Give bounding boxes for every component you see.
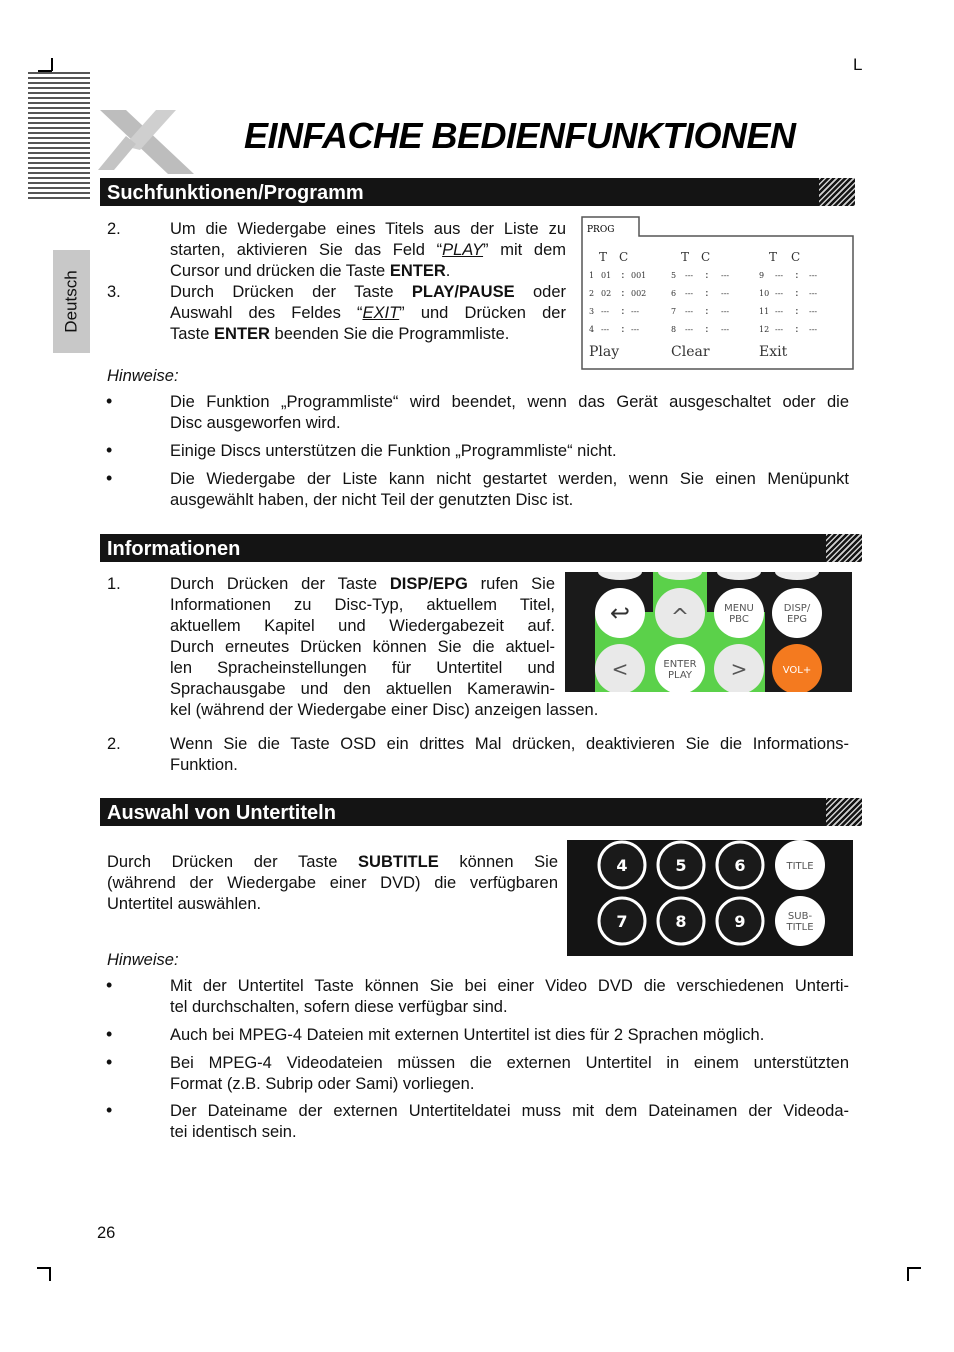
- prog-cell: ---: [601, 307, 610, 316]
- text-line: Disc ausgeworfen wird.: [170, 414, 341, 432]
- section-heading-info: [100, 534, 862, 562]
- prog-colon: :: [621, 304, 625, 317]
- prog-colon: :: [621, 286, 625, 299]
- key-7: 7: [616, 912, 628, 931]
- note-item: [170, 1053, 849, 1095]
- text-line: Wenn Sie die Taste OSD ein drittes Mal drücken, deaktivieren Sie die Informations-: [170, 735, 849, 753]
- section-heading-text: Suchfunktionen/Programm: [107, 182, 364, 204]
- prog-cell: ---: [809, 307, 818, 316]
- prog-colon: :: [621, 322, 625, 335]
- prog-cell: 6: [671, 289, 677, 298]
- text-line: Durch Drücken der Taste DISP/EPG rufen Sie: [170, 575, 555, 593]
- item-number: 1.: [107, 575, 121, 593]
- text-line: Durch Drücken der Taste PLAY/PAUSE oder: [170, 283, 566, 301]
- sub-title-key-line1: SUB-: [787, 911, 813, 922]
- key-8: 8: [675, 912, 687, 931]
- right-arrow-icon: >: [730, 657, 748, 681]
- col-header-c: C: [701, 250, 711, 264]
- text-line: Durch erneutes Drücken können Sie die aktuel-: [170, 638, 555, 656]
- prog-colon: :: [705, 268, 709, 281]
- decorative-stripes: [28, 72, 90, 200]
- up-arrow-icon: ^: [670, 605, 690, 630]
- prog-cell: 1: [589, 271, 595, 280]
- text-line: Auch bei MPEG-4 Dateien mit externen Untertitel ist dies für 2 Sprachen möglich.: [170, 1026, 765, 1044]
- prog-cell: ---: [685, 307, 694, 316]
- prog-cell: 12: [759, 325, 770, 334]
- bullet: •: [106, 391, 113, 411]
- prog-cell: ---: [685, 289, 694, 298]
- prog-cell: 8: [671, 325, 677, 334]
- text-line: Taste ENTER beenden Sie die Programmliste.: [170, 325, 510, 343]
- item-number: 2.: [107, 735, 121, 753]
- return-arrow-icon: ↩: [609, 599, 631, 627]
- title-key: TITLE: [786, 861, 814, 872]
- play-label: PLAY: [667, 670, 693, 681]
- prog-colon: :: [705, 304, 709, 317]
- bullet: •: [106, 1100, 113, 1120]
- left-arrow-icon: <: [611, 657, 629, 681]
- prog-play-button: Play: [589, 344, 620, 360]
- prog-cell: 5: [671, 271, 677, 280]
- item-text: [170, 734, 849, 776]
- prog-cell: ---: [721, 307, 730, 316]
- text-line: aktuellem Kapitel und Wiedergabezeit auf.: [170, 617, 555, 635]
- notes-heading: Hinweise:: [107, 951, 179, 969]
- notes-heading: Hinweise:: [107, 367, 179, 385]
- note-item: [170, 392, 849, 434]
- prog-cell: ---: [775, 325, 784, 334]
- text-line: starten, aktivieren Sie das Feld “PLAY” mit dem: [170, 241, 566, 259]
- prog-cell: ---: [809, 271, 818, 280]
- text-line: Um die Wiedergabe eines Titels aus der Liste zu: [170, 220, 566, 238]
- text-line: Die Funktion „Programmliste“ wird beendet, wenn das Gerät ausgeschaltet oder die: [170, 393, 849, 411]
- prog-cell: ---: [721, 325, 730, 334]
- item-text: [170, 574, 599, 721]
- prog-cell: 02: [601, 289, 612, 298]
- text-line: ausgewählt haben, der nicht Teil der genutzten Disc ist.: [170, 491, 574, 509]
- text-line: Durch Drücken der Taste SUBTITLE können Sie: [107, 853, 558, 871]
- text-line: Einige Discs unterstützen die Funktion „Programmliste“ nicht.: [170, 442, 617, 460]
- prog-cell: 4: [589, 325, 595, 334]
- key-4: 4: [616, 856, 628, 875]
- col-header-c: C: [619, 250, 629, 264]
- item-number: 2.: [107, 220, 121, 238]
- prog-cell: ---: [685, 271, 694, 280]
- key-9: 9: [734, 912, 746, 931]
- text-line: Informationen zu Disc-Typ, aktuellem Titel,: [170, 596, 555, 614]
- prog-cell: ---: [775, 307, 784, 316]
- text-line: Der Dateiname der externen Untertiteldatei muss mit dem Dateinamen der Videoda-: [170, 1102, 849, 1120]
- enter-label: ENTER: [663, 659, 697, 670]
- bullet: •: [106, 440, 113, 460]
- item-number: 3.: [107, 283, 121, 301]
- key-6: 6: [734, 856, 746, 875]
- brand-x-logo-icon: [96, 106, 196, 178]
- language-tab: [53, 250, 90, 353]
- item-text: [170, 282, 566, 345]
- prog-cell: ---: [601, 325, 610, 334]
- prog-cell: 3: [589, 307, 595, 316]
- section-heading-text: Informationen: [107, 538, 241, 560]
- prog-clear-button: Clear: [671, 344, 710, 360]
- program-list-screen: [581, 216, 854, 370]
- text-line: Die Wiedergabe der Liste kann nicht gestartet werden, wenn Sie einen Menüpunkt: [170, 470, 849, 488]
- text-line: tel durchschalten, sofern diese verfügbar sind.: [170, 998, 508, 1016]
- col-header-c: C: [791, 250, 801, 264]
- text-line: Mit der Untertitel Taste können Sie bei einer Video DVD die verschiedenen Unterti-: [170, 977, 849, 995]
- prog-cell: 001: [631, 271, 647, 280]
- note-item: [170, 469, 849, 511]
- text-line: len Spracheinstellungen für Untertitel und: [170, 659, 555, 677]
- corner-mark: L: [853, 55, 863, 74]
- text-line: Format (z.B. Subrip oder Sami) vorliegen.: [170, 1075, 475, 1093]
- col-header-t: T: [769, 250, 778, 264]
- note-item: [170, 976, 849, 1018]
- section-heading-subtitles: [100, 798, 862, 826]
- prog-cell: 002: [631, 289, 647, 298]
- disp-label: DISP/: [783, 603, 811, 614]
- prog-colon: :: [705, 322, 709, 335]
- prog-cell: ---: [631, 325, 640, 334]
- prog-cell: 2: [589, 289, 595, 298]
- prog-colon: :: [795, 268, 799, 281]
- prog-cell: ---: [631, 307, 640, 316]
- prog-cell: ---: [685, 325, 694, 334]
- epg-label: EPG: [786, 614, 808, 625]
- text-line: Sprachausgabe und den aktuellen Kamerawin-: [170, 680, 555, 698]
- prog-cell: 9: [759, 271, 765, 280]
- bullet: •: [106, 1024, 113, 1044]
- crop-mark-bottom-right: [907, 1267, 921, 1269]
- prog-colon: :: [795, 286, 799, 299]
- menu-label: MENU: [724, 603, 754, 614]
- text-line: (während der Wiedergabe einer DVD) die verfügbaren: [107, 874, 558, 892]
- section-heading-text: Auswahl von Untertiteln: [107, 802, 336, 824]
- text-line: Bei MPEG-4 Videodateien müssen die externen Untertitel in einem unterstützten: [170, 1054, 849, 1072]
- prog-cell: ---: [809, 289, 818, 298]
- language-label: Deutsch: [62, 270, 81, 333]
- heading-hatch: [826, 798, 862, 826]
- vol-label: VOL+: [782, 665, 812, 676]
- page-number: 26: [97, 1224, 116, 1242]
- bullet: •: [106, 975, 113, 995]
- col-header-t: T: [599, 250, 608, 264]
- heading-hatch: [826, 534, 862, 562]
- heading-hatch: [819, 178, 855, 206]
- pbc-label: PBC: [729, 614, 749, 625]
- note-item: [170, 1025, 849, 1046]
- bullet: •: [106, 468, 113, 488]
- crop-mark-bottom-left-v: [49, 1267, 51, 1281]
- remote-number-keys-image: [567, 840, 853, 956]
- prog-colon: :: [621, 268, 625, 281]
- crop-mark-top-left-v: [51, 58, 53, 71]
- prog-cell: ---: [721, 289, 730, 298]
- item-text: [170, 219, 566, 282]
- sub-title-key-line2: TITLE: [786, 922, 814, 933]
- crop-mark-bottom-right-v: [907, 1267, 909, 1281]
- prog-cell: 01: [601, 271, 612, 280]
- prog-colon: :: [705, 286, 709, 299]
- bullet: •: [106, 1052, 113, 1072]
- prog-exit-button: Exit: [759, 344, 788, 360]
- prog-colon: :: [795, 322, 799, 335]
- section-heading-search: [100, 178, 855, 206]
- page-title: EINFACHE BEDIENFUNKTIONEN: [244, 115, 796, 156]
- prog-label: PROG: [587, 225, 615, 235]
- remote-nav-image: [565, 572, 852, 692]
- prog-colon: :: [795, 304, 799, 317]
- prog-cell: ---: [809, 325, 818, 334]
- prog-cell: 7: [671, 307, 677, 316]
- key-5: 5: [675, 856, 687, 875]
- col-header-t: T: [681, 250, 690, 264]
- text-line: Untertitel auswählen.: [107, 895, 262, 913]
- prog-cell: ---: [721, 271, 730, 280]
- prog-cell: ---: [775, 289, 784, 298]
- note-item: [170, 441, 849, 462]
- text-line: Cursor und drücken die Taste ENTER.: [170, 262, 451, 280]
- text-line: tei identisch sein.: [170, 1123, 297, 1141]
- text-line: Auswahl des Feldes “EXIT” und Drücken der: [170, 304, 566, 322]
- prog-cell: ---: [775, 271, 784, 280]
- text-line: kel (während der Wiedergabe einer Disc) anzeigen lassen.: [170, 701, 599, 719]
- prog-cell: 10: [759, 289, 770, 298]
- note-item: [170, 1101, 849, 1143]
- intro-text: [107, 852, 558, 915]
- text-line: Funktion.: [170, 756, 238, 774]
- prog-cell: 11: [759, 307, 770, 316]
